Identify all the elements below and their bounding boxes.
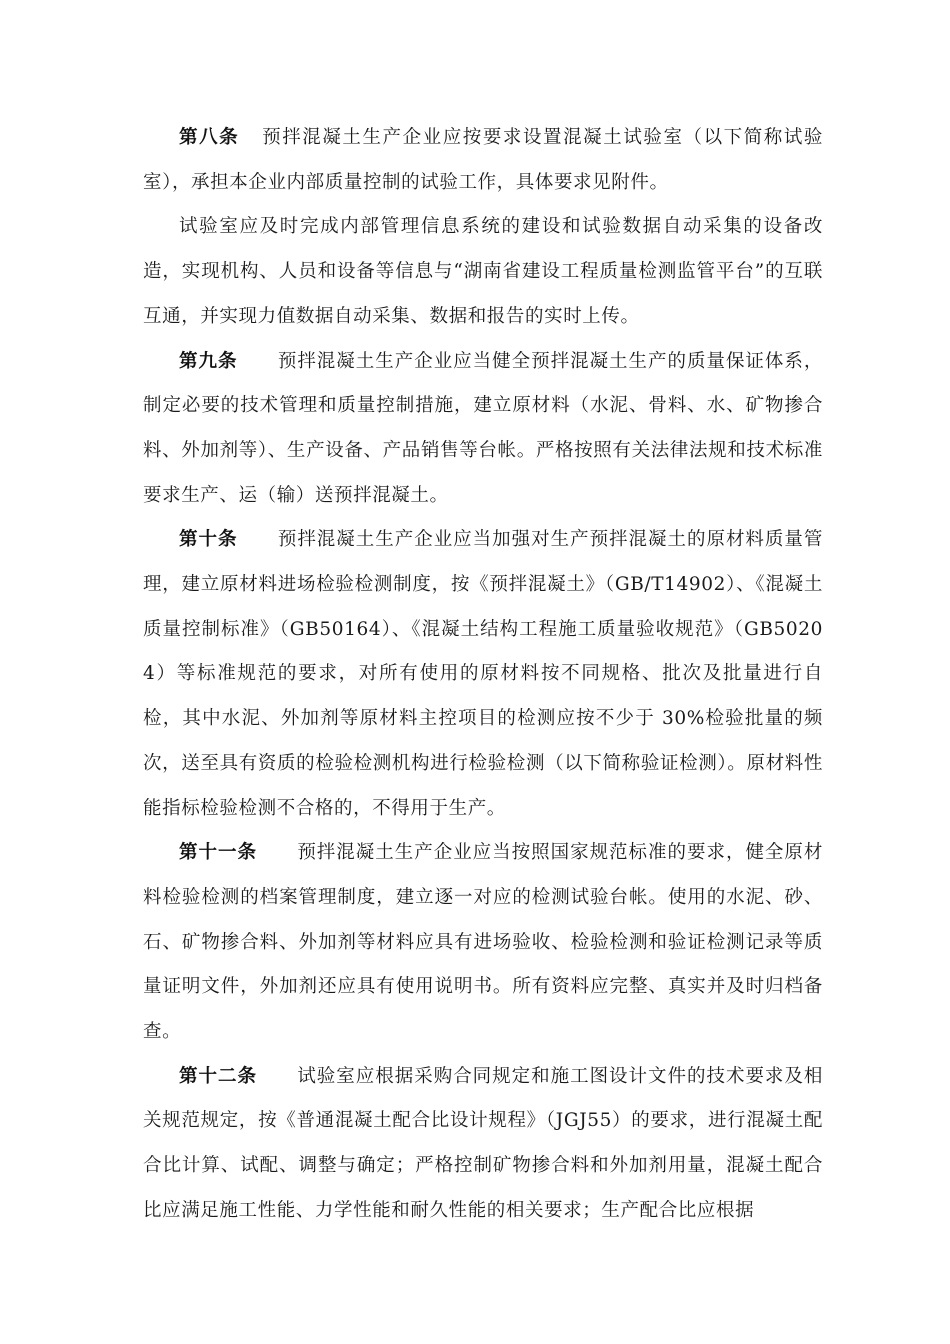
document-body <box>143 116 823 1234</box>
article-title: 第十一条 <box>179 842 257 864</box>
article-8-continued-paragraph <box>143 205 823 339</box>
article-text: 试验室应根据采购合同规定和施工图设计文件的技术要求及相关规范规定，按《普通混凝土配合比设计规程》（JGJ55）的要求，进行混凝土配合比计算、试配、调整与确定；严格控制矿物掺合料和外加剂用量，混凝土配合比应满足施工性能、力学性能和耐久性能的相关要求；生产配合比应根据 <box>143 1065 823 1221</box>
paragraph-text: 试验室应及时完成内部管理信息系统的建设和试验数据自动采集的设备改造，实现机构、人员和设备等信息与“湖南省建设工程质量检测监管平台”的互联互通，并实现力值数据自动采集、数据和报告的实时上传。 <box>143 216 823 327</box>
article-text: 预拌混凝土生产企业应当按照国家规范标准的要求，健全原材料检验检测的档案管理制度，建立逐一对应的检测试验台帐。使用的水泥、砂、石、矿物掺合料、外加剂等材料应具有进场验收、检验检测和验证检测记录等质量证明文件，外加剂还应具有使用说明书。所有资料应完整、真实并及时归档备查。 <box>143 842 823 1043</box>
article-10-paragraph <box>143 518 823 831</box>
article-title: 第十二条 <box>179 1065 257 1087</box>
article-title: 第九条 <box>179 350 238 372</box>
article-title: 第十条 <box>179 529 238 551</box>
article-text: 预拌混凝土生产企业应当加强对生产预拌混凝土的原材料质量管理，建立原材料进场检验检测制度，按《预拌混凝土》（GB/T14902）、《混凝土质量控制标准》（GB50164）、《混凝土结构工程施工质量验收规范》（GB50204）等标准规范的要求，对所有使用的原材料按不同规格、批次及批量进行自检，其中水泥、外加剂等原材料主控项目的检测应按不少于 30%检验批量的频次，送至具有资质的检验检测机构进行检验检测（以下简称验证检测）。原材料性能指标检验检测不合格的，不得用于生产。 <box>143 529 823 819</box>
article-11-paragraph <box>143 831 823 1055</box>
article-8-paragraph <box>143 116 823 205</box>
article-9-paragraph <box>143 340 823 519</box>
article-title: 第八条 <box>179 127 240 148</box>
article-text: 预拌混凝土生产企业应当健全预拌混凝土生产的质量保证体系，制定必要的技术管理和质量控制措施，建立原材料（水泥、骨料、水、矿物掺合料、外加剂等）、生产设备、产品销售等台帐。严格按照有关法律法规和技术标准要求生产、运（输）送预拌混凝土。 <box>143 350 823 506</box>
article-text: 预拌混凝土生产企业应按要求设置混凝土试验室（以下简称试验室），承担本企业内部质量控制的试验工作，具体要求见附件。 <box>143 127 823 193</box>
article-12-paragraph <box>143 1055 823 1234</box>
